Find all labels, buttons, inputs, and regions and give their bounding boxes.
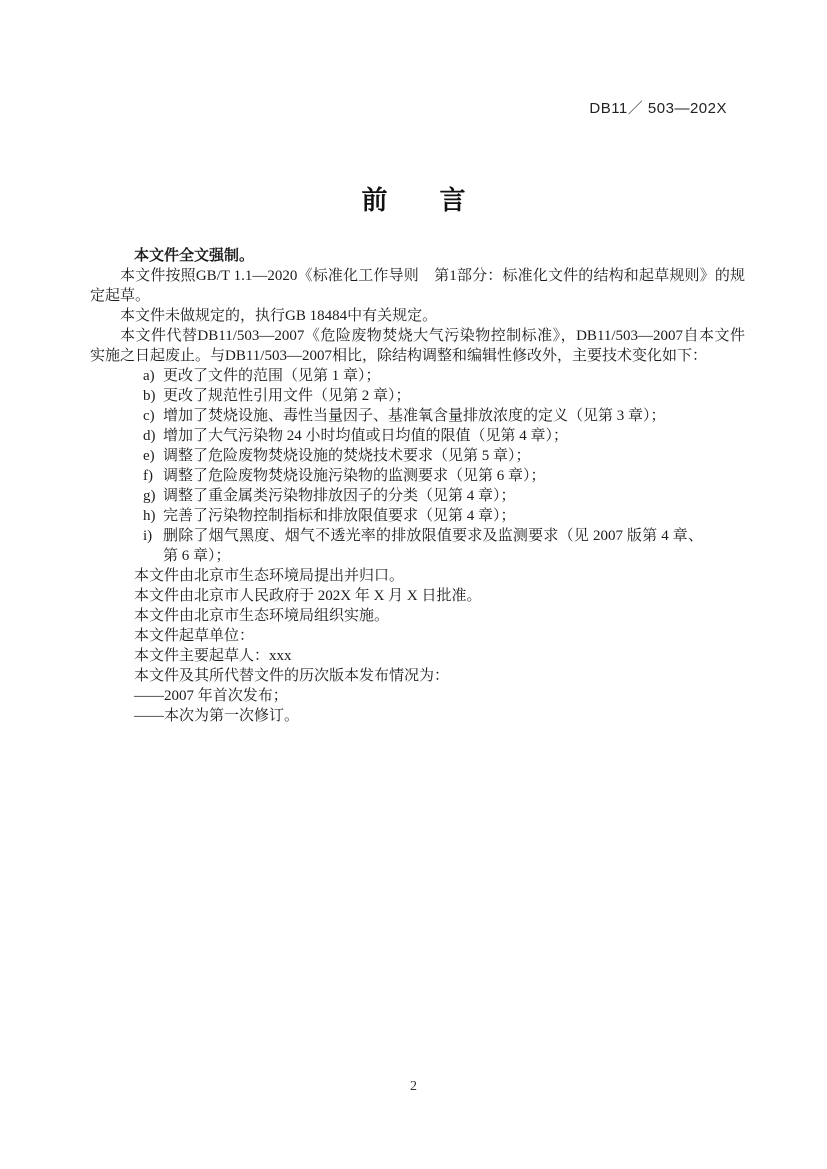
paragraph-replacement-note: 本文件代替DB11/503—2007《危险废物焚烧大气污染物控制标准》，DB11/503—2007自本文件实施之日起废止。与DB11/503—2007相比，除结构调整和编辑性修改外，主要技术变化如下：: [90, 328, 745, 364]
list-item: [90, 486, 745, 506]
paragraph-drafting-org: 本文件起草单位：: [134, 628, 255, 644]
list-item-text: 更改了文件的范围（见第 1 章）；: [163, 368, 381, 384]
list-item: [90, 406, 745, 426]
list-item-marker: h): [143, 508, 156, 524]
paragraph-implemented-by: 本文件由北京市生态环境局组织实施。: [134, 608, 390, 624]
list-item-text: 调整了危险废物焚烧设施污染物的监测要求（见第 6 章）；: [163, 468, 546, 484]
list-item: [90, 426, 745, 446]
list-item-text: 增加了大气污染物 24 小时均值或日均值的限值（见第 4 章）；: [163, 428, 569, 444]
list-item-text: 调整了危险废物焚烧设施的焚烧技术要求（见第 5 章）；: [163, 448, 531, 464]
list-item-marker: d): [143, 428, 156, 444]
paragraph-version-first-revision: ——本次为第一次修订。: [134, 708, 300, 724]
list-item: [90, 466, 745, 486]
technical-changes-list: [90, 366, 745, 566]
paragraph-drafting-basis: 本文件按照GB/T 1.1—2020《标准化工作导则 第1部分：标准化文件的结构和起草规则》的规定起草。: [90, 268, 745, 304]
page-header: [90, 97, 727, 118]
list-item-marker: e): [143, 448, 155, 464]
paragraph-mandatory-note: 本文件全文强制。: [134, 248, 255, 264]
paragraph-version-history-intro: 本文件及其所代替文件的历次版本发布情况为：: [134, 668, 450, 684]
paragraph-default-rule: 本文件未做规定的，执行GB 18484中有关规定。: [120, 308, 438, 324]
paragraph-proposed-by: 本文件由北京市生态环境局提出并归口。: [134, 568, 405, 584]
list-item-marker: b): [143, 388, 156, 404]
page-footer: [0, 1079, 827, 1095]
list-item-marker: f): [143, 468, 153, 484]
paragraph-version-first-issue: ——2007 年首次发布；: [134, 688, 288, 704]
list-item-marker: i): [143, 528, 153, 544]
list-item-text: 删除了烟气黑度、烟气不透光率的排放限值要求及监测要求（见 2007 版第 4 章、第 6 章）；: [163, 528, 703, 564]
list-item-text: 调整了重金属类污染物排放因子的分类（见第 4 章）；: [163, 488, 516, 504]
list-item: [90, 366, 745, 386]
page-title: 前 言: [361, 186, 466, 215]
list-item-marker: g): [143, 488, 156, 504]
list-item: [90, 506, 745, 526]
list-item-text: 更改了规范性引用文件（见第 2 章）；: [163, 388, 411, 404]
list-item: [90, 526, 745, 566]
list-item: [90, 446, 745, 466]
page-number: 2: [410, 1079, 417, 1094]
document-body: [90, 246, 745, 726]
list-item-marker: c): [143, 408, 155, 424]
list-item-text: 完善了污染物控制指标和排放限值要求（见第 4 章）；: [163, 508, 516, 524]
list-item-text: 增加了焚烧设施、毒性当量因子、基准氧含量排放浓度的定义（见第 3 章）；: [163, 408, 666, 424]
paragraph-drafters: 本文件主要起草人：xxx: [134, 648, 292, 664]
paragraph-approved-by: 本文件由北京市人民政府于 202X 年 X 月 X 日批准。: [134, 588, 482, 604]
doc-number: DB11／ 503—202X: [589, 100, 727, 117]
list-item: [90, 386, 745, 406]
list-item-marker: a): [143, 368, 155, 384]
